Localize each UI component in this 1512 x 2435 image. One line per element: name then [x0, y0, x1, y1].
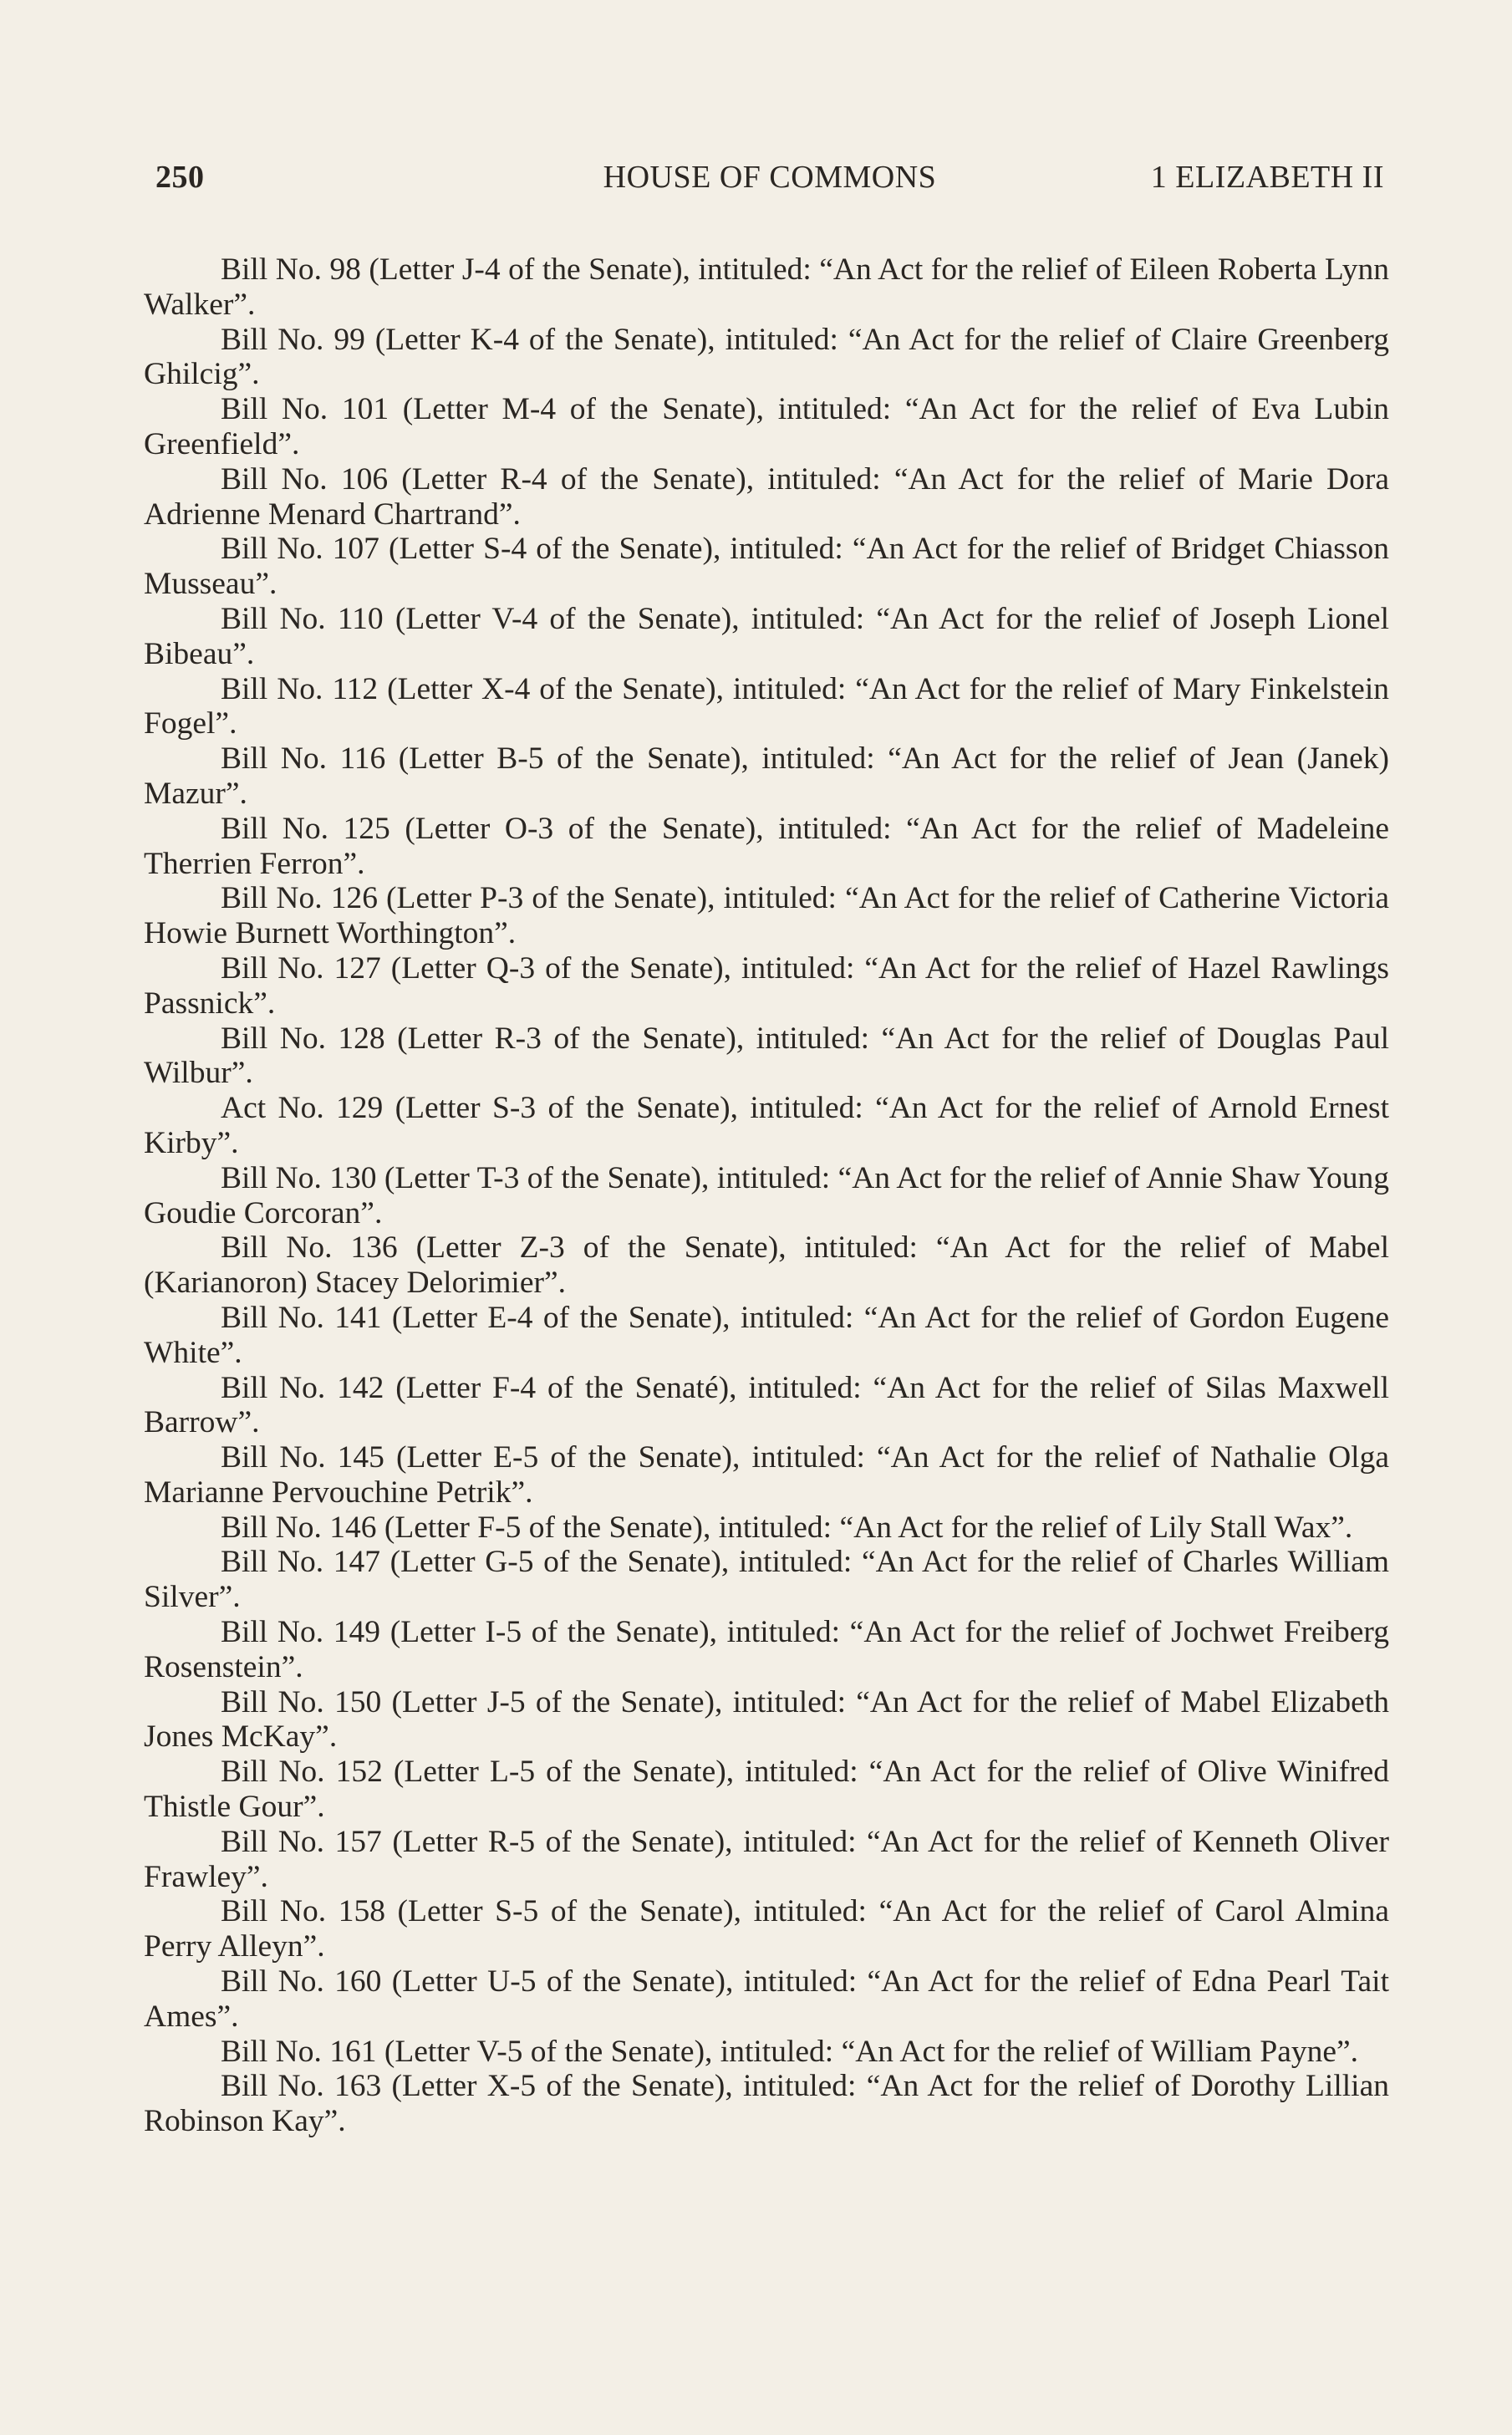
bill-entry: Bill No. 150 (Letter J-5 of the Senate), intituled: “An Act for the relief of Mabel Elizabeth Jones McKay”.: [144, 1684, 1389, 1755]
bill-entry: Bill No. 99 (Letter K-4 of the Senate), intituled: “An Act for the relief of Claire Greenberg Ghilcig”.: [144, 322, 1389, 392]
bill-entry: Bill No. 110 (Letter V-4 of the Senate), intituled: “An Act for the relief of Joseph Lionel Bibeau”.: [144, 601, 1389, 671]
bill-list: [144, 252, 1389, 2139]
bill-entry: Bill No. 116 (Letter B-5 of the Senate), intituled: “An Act for the relief of Jean (Janek) Mazur”.: [144, 741, 1389, 811]
bill-entry: Bill No. 125 (Letter O-3 of the Senate), intituled: “An Act for the relief of Madeleine Therrien Ferron”.: [144, 811, 1389, 881]
bill-entry: Bill No. 146 (Letter F-5 of the Senate), intituled: “An Act for the relief of Lily Stall Wax”.: [221, 1510, 1353, 1545]
bill-entry: Bill No. 147 (Letter G-5 of the Senate), intituled: “An Act for the relief of Charles William Silver”.: [144, 1545, 1389, 1615]
page-number: 250: [155, 160, 205, 195]
bill-entry: Bill No. 152 (Letter L-5 of the Senate), intituled: “An Act for the relief of Olive Winifred Thistle Gour”.: [144, 1755, 1389, 1825]
bill-entry: Bill No. 161 (Letter V-5 of the Senate), intituled: “An Act for the relief of William Payne”.: [221, 2034, 1359, 2069]
bill-entry: Bill No. 141 (Letter E-4 of the Senate), intituled: “An Act for the relief of Gordon Eugene White”.: [144, 1300, 1389, 1370]
bill-entry: Bill No. 126 (Letter P-3 of the Senate), intituled: “An Act for the relief of Catherine Victoria Howie Burnett Worthington”.: [144, 881, 1389, 951]
bill-entry: Bill No. 107 (Letter S-4 of the Senate), intituled: “An Act for the relief of Bridget Chiasson Musseau”.: [144, 532, 1389, 602]
bill-entry: Bill No. 149 (Letter I-5 of the Senate), intituled: “An Act for the relief of Jochwet Freiberg Rosenstein”.: [144, 1615, 1389, 1684]
bill-entry: Bill No. 142 (Letter F-4 of the Senaté), intituled: “An Act for the relief of Silas Maxwell Barrow”.: [144, 1370, 1389, 1440]
bill-entry: Bill No. 160 (Letter U-5 of the Senate), intituled: “An Act for the relief of Edna Pearl Tait Ames”.: [144, 1964, 1389, 2034]
bill-entry: Bill No. 106 (Letter R-4 of the Senate), intituled: “An Act for the relief of Marie Dora Adrienne Menard Chartrand”.: [144, 461, 1389, 532]
bill-entry: Act No. 129 (Letter S-3 of the Senate), intituled: “An Act for the relief of Arnold Ernest Kirby”.: [144, 1091, 1389, 1160]
bill-entry: Bill No. 157 (Letter R-5 of the Senate), intituled: “An Act for the relief of Kenneth Oliver Frawley”.: [144, 1824, 1389, 1894]
bill-entry: Bill No. 145 (Letter E-5 of the Senate), intituled: “An Act for the relief of Nathalie Olga Marianne Pervouchine Petrik”.: [144, 1440, 1389, 1510]
bill-entry: Bill No. 127 (Letter Q-3 of the Senate), intituled: “An Act for the relief of Hazel Rawlings Passnick”.: [144, 950, 1389, 1021]
bill-entry: Bill No. 98 (Letter J-4 of the Senate), intituled: “An Act for the relief of Eileen Roberta Lynn Walker”.: [144, 252, 1389, 322]
bill-entry: Bill No. 163 (Letter X-5 of the Senate), intituled: “An Act for the relief of Dorothy Lillian Robinson Kay”.: [144, 2069, 1389, 2139]
header-session: 1 ELIZABETH II: [1150, 160, 1384, 195]
bill-entry: Bill No. 130 (Letter T-3 of the Senate), intituled: “An Act for the relief of Annie Shaw Young Goudie Corcoran”.: [144, 1160, 1389, 1230]
running-head: [155, 159, 1384, 209]
bill-entry: Bill No. 128 (Letter R-3 of the Senate), intituled: “An Act for the relief of Douglas Paul Wilbur”.: [144, 1021, 1389, 1091]
header-title: HOUSE OF COMMONS: [603, 160, 937, 195]
bill-entry: Bill No. 136 (Letter Z-3 of the Senate), intituled: “An Act for the relief of Mabel (Karianoron) Stacey Delorimier”.: [144, 1230, 1389, 1301]
bill-entry: Bill No. 112 (Letter X-4 of the Senate), intituled: “An Act for the relief of Mary Finkelstein Fogel”.: [144, 671, 1389, 741]
bill-entry: Bill No. 158 (Letter S-5 of the Senate), intituled: “An Act for the relief of Carol Almina Perry Alleyn”.: [144, 1894, 1389, 1964]
bill-entry: Bill No. 101 (Letter M-4 of the Senate), intituled: “An Act for the relief of Eva Lubin Greenfield”.: [144, 392, 1389, 461]
